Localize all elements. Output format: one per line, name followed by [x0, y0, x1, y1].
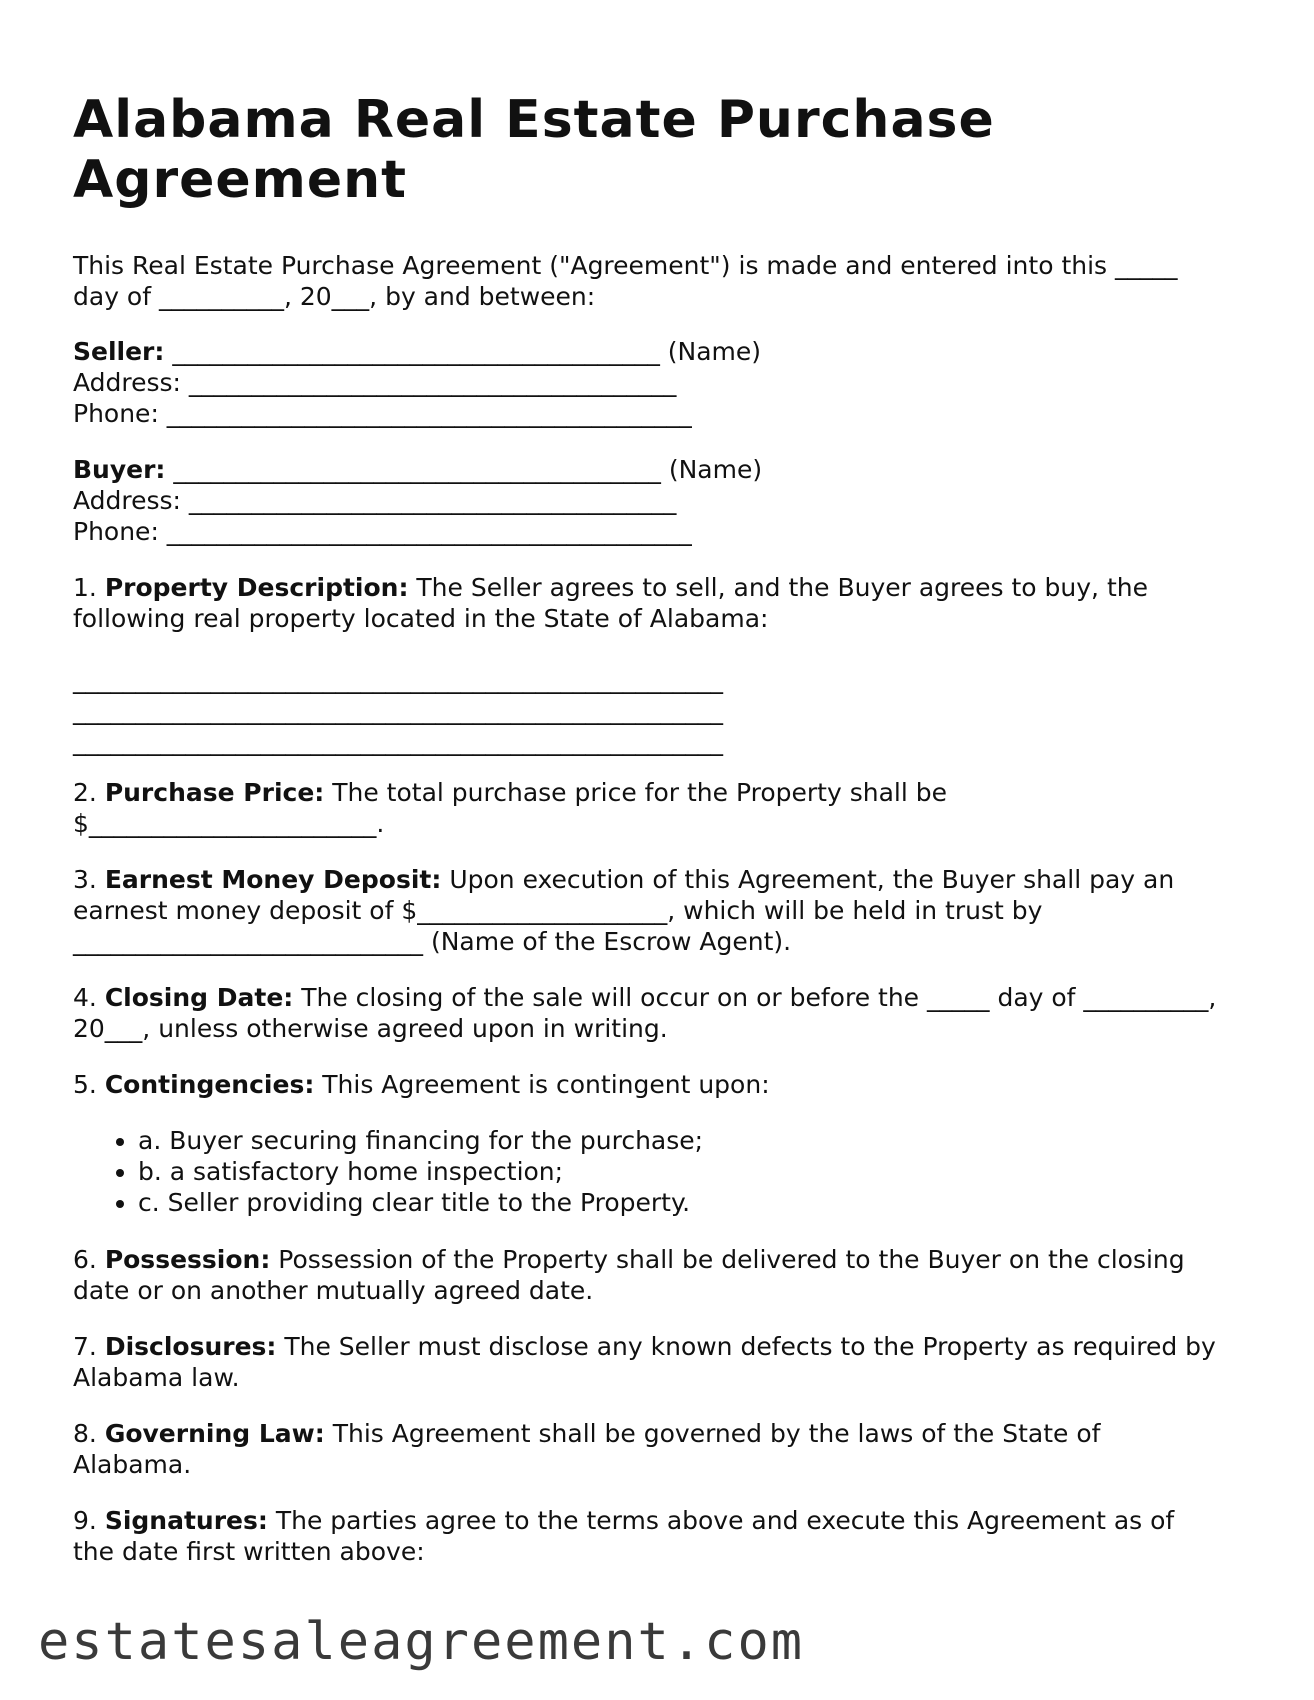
section-number: 1. — [73, 573, 105, 602]
section-earnest-money — [73, 864, 1223, 957]
section-heading: Purchase Price: — [104, 778, 325, 807]
section-text: The Seller agrees to sell, and the Buyer agrees to buy, the following real property located in the State of Alabama: — [73, 573, 1148, 633]
section-purchase-price — [73, 777, 1013, 839]
section-heading: Signatures: — [104, 1506, 268, 1535]
section-property-description — [73, 572, 1223, 634]
section-possession — [73, 1244, 1223, 1306]
blank-line: ____________________________________________________ — [73, 665, 723, 694]
section-heading: Earnest Money Deposit: — [104, 865, 442, 894]
section-heading: Property Description: — [104, 573, 409, 602]
section-number: 6. — [73, 1245, 105, 1274]
document-title: Alabama Real Estate Purchase Agreement — [73, 90, 995, 210]
buyer-phone: Phone: __________________________________________ — [73, 517, 692, 546]
section-number: 7. — [73, 1332, 105, 1361]
buyer-label: Buyer: — [73, 455, 166, 484]
list-item: • c. Seller providing clear title to the Property. — [138, 1187, 1288, 1218]
seller-phone: Phone: __________________________________________ — [73, 399, 692, 428]
section-text: This Agreement shall be governed by the laws of the State of Alabama. — [73, 1419, 1101, 1479]
section-number: 5. — [73, 1070, 105, 1099]
section-heading: Contingencies: — [104, 1070, 315, 1099]
seller-block — [73, 336, 1223, 429]
intro-paragraph: This Real Estate Purchase Agreement ("Agreement") is made and entered into this _____ day of __________, 20___, by and between: — [73, 251, 1178, 311]
section-heading: Governing Law: — [104, 1419, 325, 1448]
section-text: The Seller must disclose any known defects to the Property as required by Alabama law. — [73, 1332, 1216, 1392]
section-text: Upon execution of this Agreement, the Buyer shall pay an earnest money deposit of $____________________, which will be held in trust by ____________________________ (Name of the Escrow Agent). — [73, 865, 1175, 956]
section-closing-date — [73, 982, 1223, 1044]
buyer-address: Address: _______________________________________ — [73, 486, 677, 515]
section-text: Possession of the Property shall be delivered to the Buyer on the closing date or on another mutually agreed date. — [73, 1245, 1185, 1305]
section-text: The closing of the sale will occur on or before the _____ day of __________, 20___, unless otherwise agreed upon in writing. — [73, 983, 1217, 1043]
section-text: The total purchase price for the Property shall be $_______________________. — [73, 778, 947, 838]
section-number: 2. — [73, 778, 105, 807]
section-number: 3. — [73, 865, 105, 894]
seller-name-line: _______________________________________ (Name) — [164, 337, 762, 366]
section-governing-law — [73, 1418, 1223, 1480]
section-heading: Possession: — [104, 1245, 271, 1274]
section-text: The parties agree to the terms above and execute this Agreement as of the date first written above: — [73, 1506, 1175, 1566]
section-text: This Agreement is contingent upon: — [314, 1070, 770, 1099]
section-disclosures — [73, 1331, 1223, 1393]
seller-label: Seller: — [73, 337, 165, 366]
section-contingencies — [73, 1069, 1223, 1100]
section-number: 8. — [73, 1419, 105, 1448]
list-item: • b. a satisfactory home inspection; — [138, 1156, 1288, 1187]
section-heading: Closing Date: — [104, 983, 294, 1012]
property-description-lines — [73, 664, 1223, 757]
seller-address: Address: _______________________________________ — [73, 368, 677, 397]
section-heading: Disclosures: — [104, 1332, 277, 1361]
section-number: 9. — [73, 1506, 105, 1535]
list-item: • a. Buyer securing financing for the purchase; — [138, 1125, 1288, 1156]
section-number: 4. — [73, 983, 105, 1012]
section-signatures — [73, 1505, 1223, 1567]
buyer-name-line: _______________________________________ (Name) — [165, 455, 763, 484]
blank-line: ____________________________________________________ — [73, 727, 723, 756]
blank-line: ____________________________________________________ — [73, 696, 723, 725]
buyer-block — [73, 454, 1223, 547]
site-watermark: estatesaleagreement.com — [38, 1612, 805, 1672]
contingencies-list — [73, 1125, 1288, 1218]
